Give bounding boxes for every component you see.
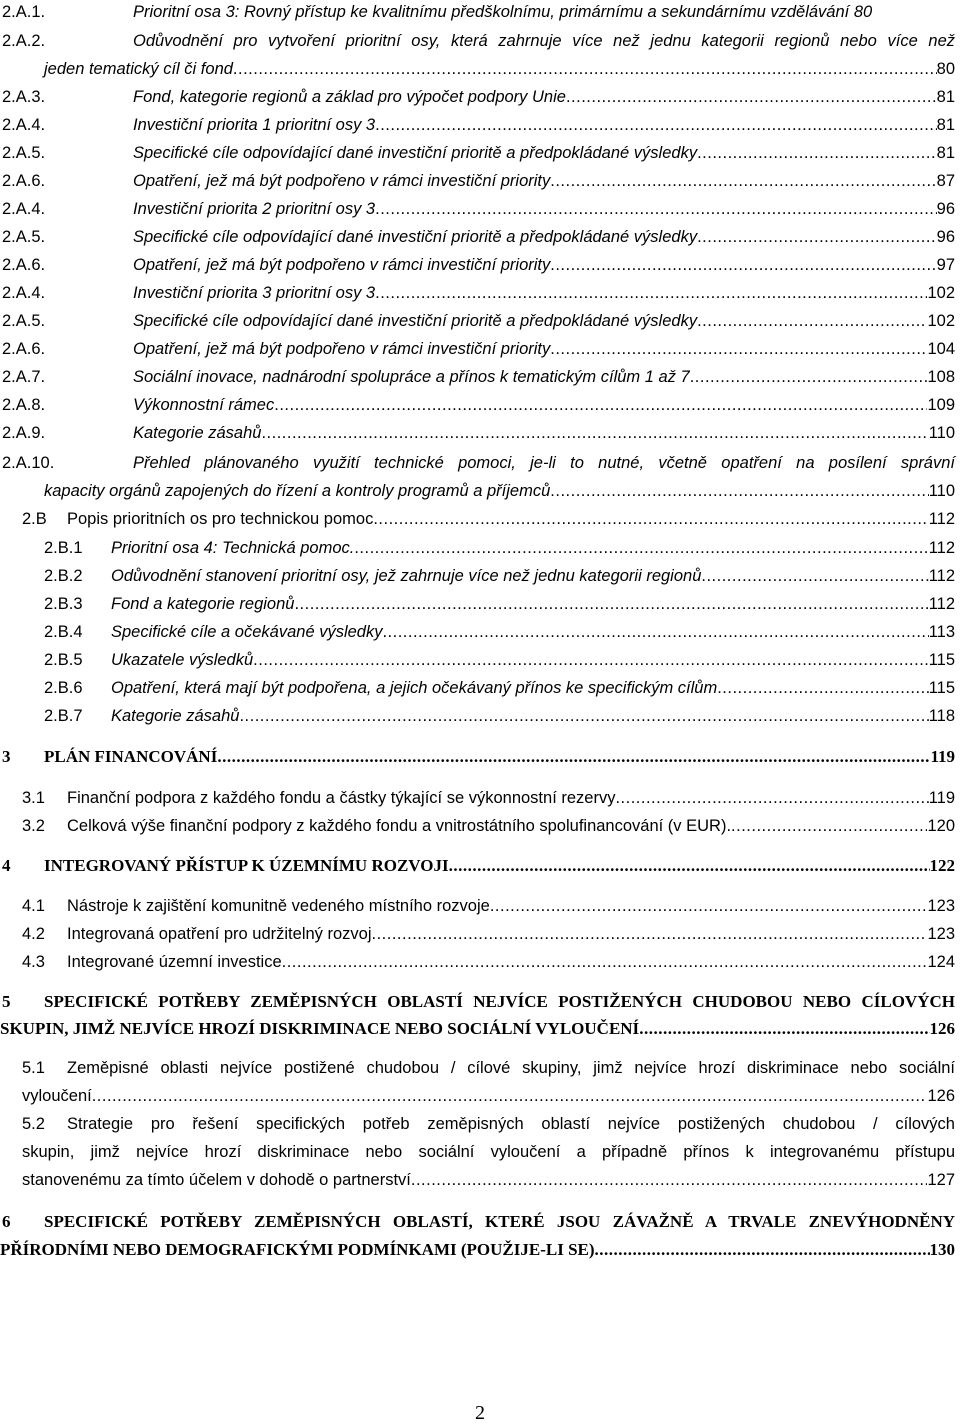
toc-entry-title: Integrovaná opatření pro udržitelný rozvoj [67,925,372,943]
toc-chapter-title: INTEGROVANÝ PŘÍSTUP K ÚZEMNÍMU ROZVOJI [44,856,449,875]
toc-entry-page: 102 [927,284,955,302]
toc-entry-title: Strategie pro řešení specifických potřeb zeměpisných oblastí nejvíce postižených chudobou / cílových [67,1115,955,1133]
toc-entry-number: 2.A.9. [2,424,46,442]
dot-leader [375,115,937,135]
toc-entry-title: Opatření, jež má být podpořeno v rámci investiční priority [133,256,551,274]
toc-entry-number: 5.1 [22,1059,45,1077]
toc-chapter-title: PLÁN FINANCOVÁNÍ [44,747,218,766]
toc-entry-title: Specifické cíle odpovídající dané investiční prioritě a předpokládané výsledky [133,312,698,330]
toc-entry-title: Kategorie zásahů [133,424,262,442]
toc-entry-page: 120 [927,817,955,835]
toc-entry-title: jeden tematický cíl či fond [44,60,233,78]
toc-entry-number: 4.1 [22,897,45,915]
dot-leader [550,255,936,275]
dot-leader [595,1240,930,1260]
toc-entry-page: 123 [927,925,955,943]
dot-leader [253,650,929,670]
dot-leader [294,594,928,614]
dot-leader [490,896,928,916]
dot-leader [550,481,928,501]
toc-entry-number: 2.A.4. [2,284,46,302]
toc-entry-title: Kategorie zásahů [111,707,240,725]
toc-entry-title: Nástroje k zajištění komunitně vedeného místního rozvoje [67,897,490,915]
dot-leader [92,1086,928,1106]
dot-leader [375,199,937,219]
dot-leader [697,227,937,247]
toc-entry-title: Specifické cíle odpovídající dané investiční prioritě a předpokládané výsledky [133,228,698,246]
toc-entry-title: Fond, kategorie regionů a základ pro výpočet podpory Unie [133,88,566,106]
toc-entry-title: Specifické cíle a očekávané výsledky [111,623,383,641]
toc-entry-title: Opatření, jež má být podpořeno v rámci investiční priority [133,340,551,358]
toc-entry-page: 87 [936,172,955,190]
toc-entry-page: 115 [928,651,955,669]
toc-chapter-page: 122 [929,856,955,875]
toc-chapter-page: 130 [929,1240,955,1259]
toc-entry-number: 2.B.4 [44,623,83,641]
dot-leader [375,283,927,303]
toc-entry-number: 2.A.2. [2,32,46,50]
toc-entry-number: 3.2 [22,817,45,835]
toc-entry-number: 2.B [22,510,47,528]
toc-entry-number: 2.A.6. [2,172,46,190]
toc-entry-title: skupin, jimž nejvíce hrozí diskriminace nebo sociální vyloučení a případně přínos k integrovanému přístupu [22,1143,955,1161]
dot-leader [233,59,937,79]
toc-entry-title: Specifické cíle odpovídající dané investiční prioritě a předpokládané výsledky [133,144,698,162]
toc-entry-page: 109 [927,396,955,414]
toc-entry-title: Fond a kategorie regionů [111,595,295,613]
toc-entry-page: 110 [928,424,955,442]
toc-entry-title: Investiční priorita 1 prioritní osy 3 [133,116,376,134]
toc-chapter-number: 4 [2,856,11,875]
toc-entry-page: 113 [928,623,955,641]
toc-entry-number: 2.A.10. [2,454,55,472]
page-number: 2 [475,1402,485,1424]
toc-entry-title: kapacity orgánů zapojených do řízení a kontroly programů a příjemců [44,482,551,500]
toc-entry-number: 2.A.6. [2,256,46,274]
toc-entry-page: 112 [928,567,955,585]
toc-entry-title: Investiční priorita 2 prioritní osy 3 [133,200,376,218]
toc-entry-number: 2.A.5. [2,144,46,162]
dot-leader [261,423,928,443]
toc-entry-page: 81 [936,116,955,134]
toc-entry-title: Finanční podpora z každého fondu a částky týkající se výkonnostní rezervy [67,789,616,807]
dot-leader [615,788,928,808]
toc-entry-title: Zeměpisné oblasti nejvíce postižené chudobou / cílové skupiny, jimž nejvíce hrozí diskriminace nebo sociální [67,1059,955,1077]
toc-entry-number: 2.A.1. [2,3,46,21]
dot-leader [372,924,928,944]
dot-leader [274,395,927,415]
toc-entry-number: 2.B.3 [44,595,83,613]
dot-leader [239,706,928,726]
toc-entry-number: 2.A.4. [2,200,46,218]
toc-entry-title: stanovenému za tímto účelem v dohodě o partnerství [22,1171,411,1189]
dot-leader [701,566,928,586]
toc-entry-page: 112 [928,539,955,557]
toc-entry-title: Sociální inovace, nadnárodní spolupráce a přínos k tematickým cílům 1 až 7 [133,368,690,386]
dot-leader [354,538,928,558]
toc-entry-page: 97 [936,256,955,274]
toc-entry-title: Investiční priorita 3 prioritní osy 3 [133,284,376,302]
toc-entry-page: 110 [928,482,955,500]
toc-entry-number: 2.B.1 [44,539,83,557]
toc-entry-title: Přehled plánovaného využití technické pomoci, je-li to nutné, včetně opatření na posílení správní [133,454,955,472]
toc-entry-number: 2.B.7 [44,707,83,725]
toc-entry-number: 2.A.3. [2,88,46,106]
toc-entry-page: 81 [936,88,955,106]
dot-leader [449,856,930,876]
toc-chapter-page: 119 [930,747,955,766]
toc-entry-number: 3.1 [22,789,45,807]
toc-entry-page: 123 [927,897,955,915]
toc-entry-title: Prioritní osa 4: Technická pomoc. [111,539,355,557]
toc-entry-page: 127 [927,1171,955,1189]
toc-entry-number: 2.B.5 [44,651,83,669]
toc-entry-title: Odůvodnění pro vytvoření prioritní osy, která zahrnuje více než jednu kategorii regionů nebo více než [133,32,955,50]
dot-leader [731,816,927,836]
dot-leader [697,143,937,163]
dot-leader [717,678,928,698]
toc-chapter-title: SPECIFICKÉ POTŘEBY ZEMĚPISNÝCH OBLASTÍ, KTERÉ JSOU ZÁVAŽNĚ A TRVALE ZNEVÝHODNĚNY [44,1212,955,1231]
toc-entry-number: 2.B.6 [44,679,83,697]
toc-entry-title: vyloučení [22,1087,92,1105]
toc-entry-page: 124 [927,953,955,971]
toc-chapter-page: 126 [929,1019,955,1038]
toc-entry-page: 118 [928,707,955,725]
toc-entry-number: 2.A.5. [2,228,46,246]
toc-chapter-number: 5 [2,992,11,1011]
toc-entry-number: 2.A.4. [2,116,46,134]
dot-leader [550,339,927,359]
toc-entry-title: Popis prioritních os pro technickou pomoc [67,510,374,528]
toc-chapter-title: PŘÍRODNÍMI NEBO DEMOGRAFICKÝMI PODMÍNKAMI (POUŽIJE-LI SE) [0,1240,595,1259]
toc-entry-page: 126 [927,1087,955,1105]
toc-entry-title: Ukazatele výsledků [111,651,254,669]
dot-leader [373,509,928,529]
toc-entry-title: Výkonnostní rámec [133,396,275,414]
toc-entry-title: Odůvodnění stanovení prioritní osy, jež zahrnuje více než jednu kategorii regionů [111,567,702,585]
toc-entry-number: 5.2 [22,1115,45,1133]
toc-entry-title: Prioritní osa 3: Rovný přístup ke kvalitnímu předškolnímu, primárnímu a sekundárnímu vzdělávání 80 [133,3,873,21]
toc-chapter-number: 3 [2,747,11,766]
dot-leader [217,747,930,767]
toc-entry-page: 112 [928,510,955,528]
toc-entry-title: Celková výše finanční podpory z každého fondu a vnitrostátního spolufinancování (v EUR). [67,817,732,835]
toc-chapter-title: SKUPIN, JIMŽ NEJVÍCE HROZÍ DISKRIMINACE NEBO SOCIÁLNÍ VYLOUČENÍ [0,1019,640,1038]
toc-entry-title: Opatření, jež má být podpořeno v rámci investiční priority [133,172,551,190]
toc-entry-title: Opatření, která mají být podpořena, a jejich očekávaný přínos ke specifickým cílům [111,679,718,697]
toc-chapter-title: SPECIFICKÉ POTŘEBY ZEMĚPISNÝCH OBLASTÍ NEJVÍCE POSTIŽENÝCH CHUDOBOU NEBO CÍLOVÝCH [44,992,955,1011]
toc-entry-page: 112 [928,595,955,613]
dot-leader [566,87,937,107]
toc-entry-page: 81 [936,144,955,162]
toc-entry-page: 119 [928,789,955,807]
toc-entry-number: 2.A.7. [2,368,46,386]
toc-entry-number: 2.A.8. [2,396,46,414]
toc-entry-page: 96 [936,200,955,218]
dot-leader [550,171,936,191]
dot-leader [639,1019,929,1039]
toc-entry-number: 2.A.5. [2,312,46,330]
toc-chapter-number: 6 [2,1212,11,1231]
toc-entry-page: 104 [927,340,955,358]
toc-entry-title: Integrované územní investice [67,953,282,971]
toc-entry-page: 80 [936,60,955,78]
toc-entry-number: 2.A.6. [2,340,46,358]
toc-entry-page: 108 [927,368,955,386]
dot-leader [282,952,928,972]
toc-entry-number: 2.B.2 [44,567,83,585]
dot-leader [697,311,927,331]
toc-entry-page: 102 [927,312,955,330]
dot-leader [382,622,928,642]
toc-entry-number: 4.3 [22,953,45,971]
dot-leader [690,367,928,387]
toc-entry-page: 115 [928,679,955,697]
dot-leader [411,1170,928,1190]
toc-entry-number: 4.2 [22,925,45,943]
toc-entry-page: 96 [936,228,955,246]
